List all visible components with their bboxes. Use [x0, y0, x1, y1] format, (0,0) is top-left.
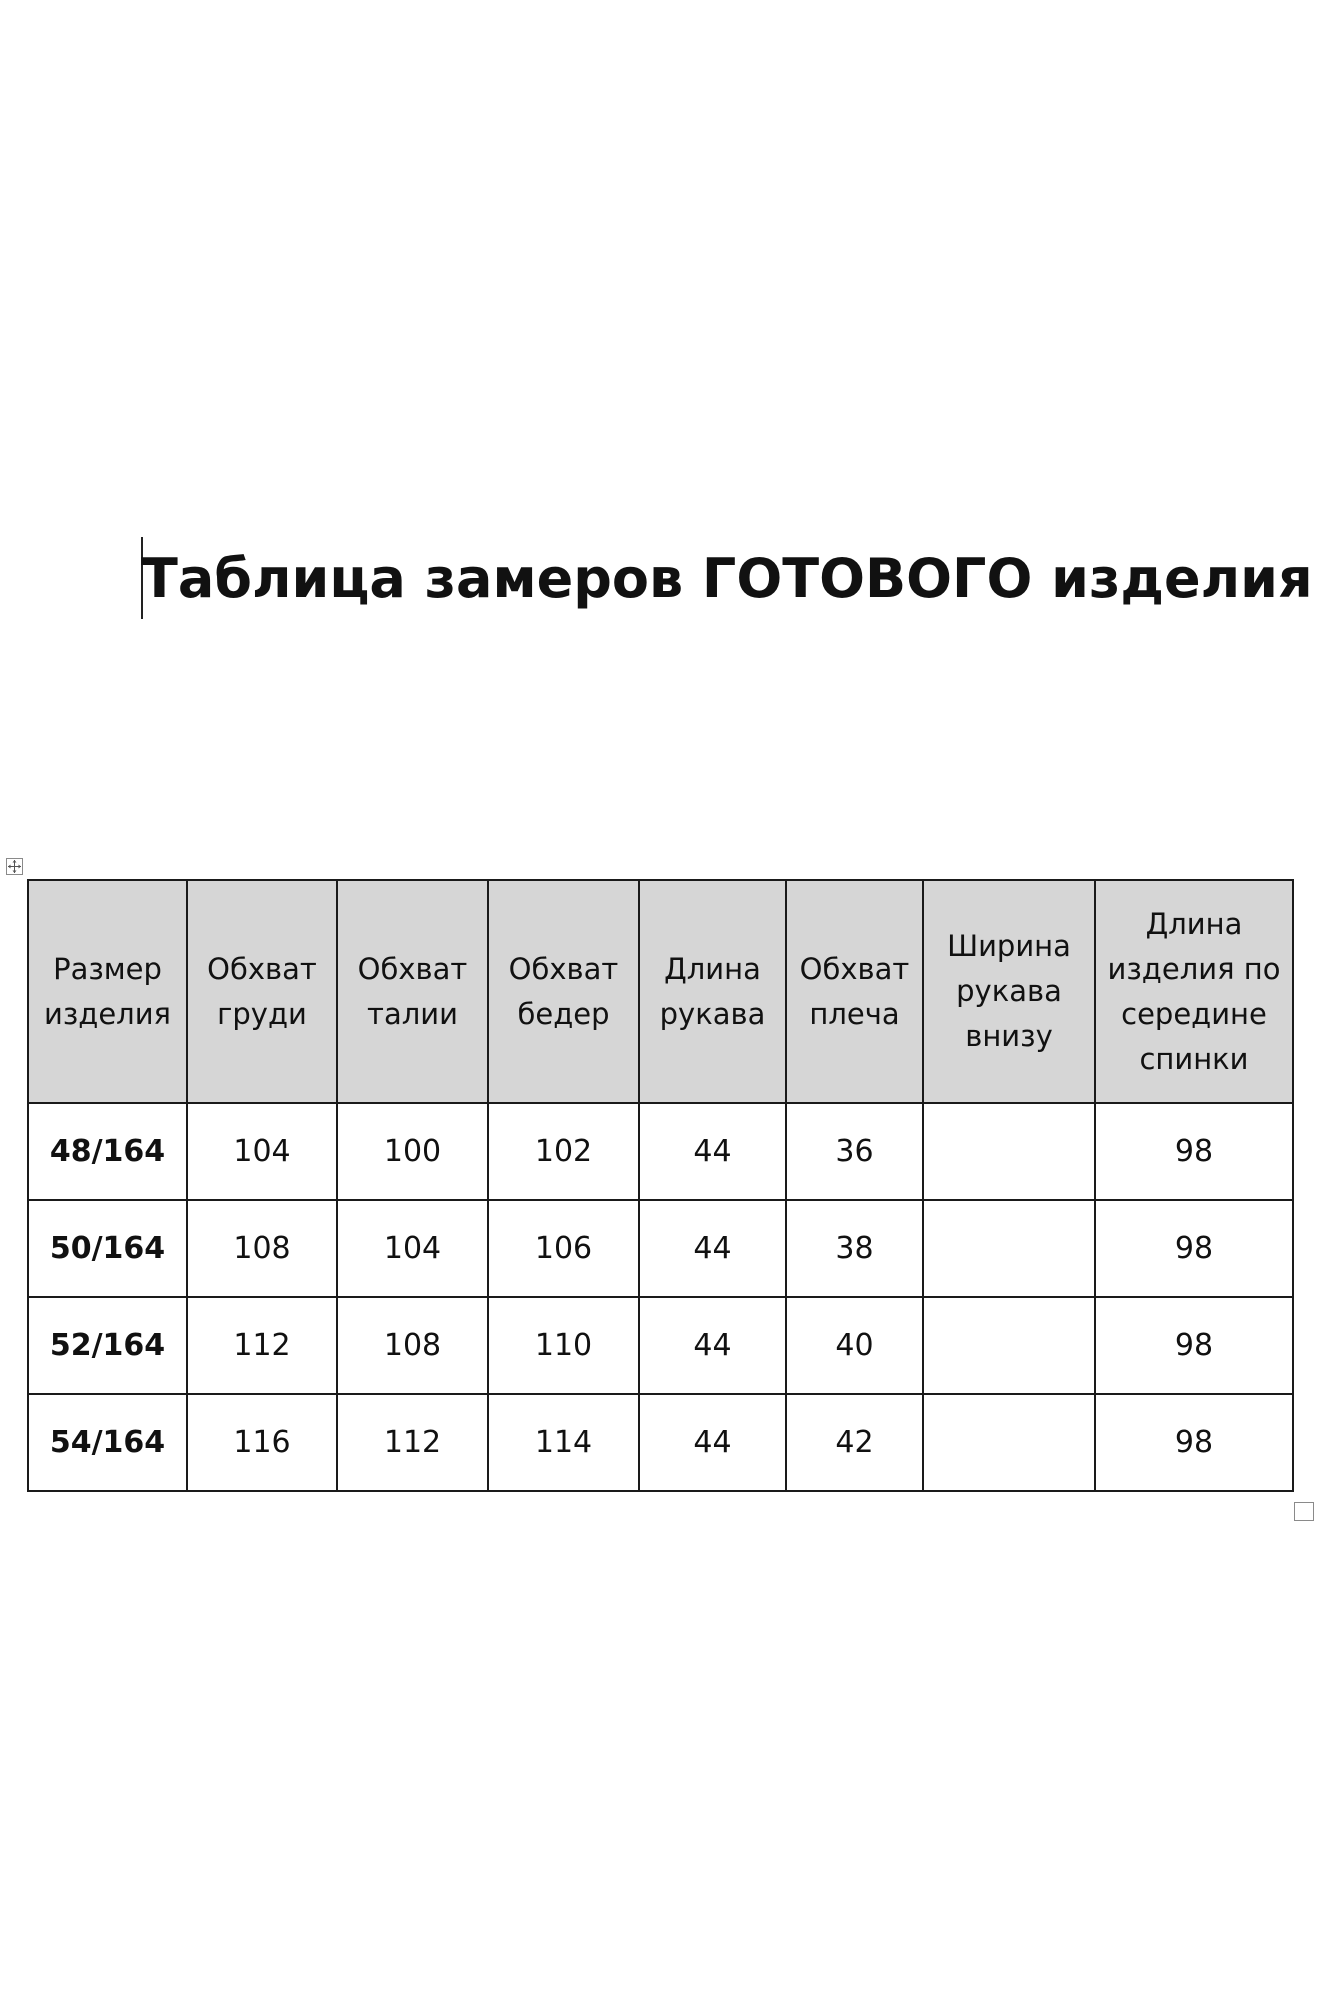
- header-waist: Обхват талии: [337, 880, 488, 1103]
- shoulder-cell: 40: [786, 1297, 923, 1394]
- sleeve-width-cell: [923, 1200, 1095, 1297]
- chest-cell: 112: [187, 1297, 337, 1394]
- hips-cell: 114: [488, 1394, 639, 1491]
- chest-cell: 108: [187, 1200, 337, 1297]
- back-length-cell: 98: [1095, 1297, 1293, 1394]
- hips-cell: 106: [488, 1200, 639, 1297]
- size-cell: 50/164: [28, 1200, 187, 1297]
- header-hips: Обхват бедер: [488, 880, 639, 1103]
- size-cell: 52/164: [28, 1297, 187, 1394]
- hips-cell: 110: [488, 1297, 639, 1394]
- table-row: [28, 1200, 1293, 1297]
- waist-cell: 108: [337, 1297, 488, 1394]
- back-length-cell: 98: [1095, 1200, 1293, 1297]
- header-chest: Обхват груди: [187, 880, 337, 1103]
- measurements-table: [27, 879, 1294, 1492]
- hips-cell: 102: [488, 1103, 639, 1200]
- move-arrows-icon[interactable]: [6, 858, 23, 875]
- waist-cell: 112: [337, 1394, 488, 1491]
- document-title: Таблица замеров ГОТОВОГО изделия: [141, 547, 1313, 610]
- size-cell: 48/164: [28, 1103, 187, 1200]
- table-row: [28, 1103, 1293, 1200]
- chest-cell: 116: [187, 1394, 337, 1491]
- shoulder-cell: 38: [786, 1200, 923, 1297]
- shoulder-cell: 42: [786, 1394, 923, 1491]
- table-row: [28, 1394, 1293, 1491]
- back-length-cell: 98: [1095, 1103, 1293, 1200]
- waist-cell: 100: [337, 1103, 488, 1200]
- sleeve-width-cell: [923, 1297, 1095, 1394]
- waist-cell: 104: [337, 1200, 488, 1297]
- header-sleeve-width: Ширина рукава внизу: [923, 880, 1095, 1103]
- table-row: [28, 1297, 1293, 1394]
- sleeve-width-cell: [923, 1394, 1095, 1491]
- sleeve-length-cell: 44: [639, 1394, 786, 1491]
- back-length-cell: 98: [1095, 1394, 1293, 1491]
- sleeve-length-cell: 44: [639, 1103, 786, 1200]
- table-header-row: [28, 880, 1293, 1103]
- sleeve-width-cell: [923, 1103, 1095, 1200]
- header-shoulder: Обхват плеча: [786, 880, 923, 1103]
- chest-cell: 104: [187, 1103, 337, 1200]
- header-back-length: Длина изделия по середине спинки: [1095, 880, 1293, 1103]
- header-size: Размер изделия: [28, 880, 187, 1103]
- shoulder-cell: 36: [786, 1103, 923, 1200]
- resize-corner-icon[interactable]: [1294, 1502, 1314, 1521]
- sleeve-length-cell: 44: [639, 1297, 786, 1394]
- sleeve-length-cell: 44: [639, 1200, 786, 1297]
- size-cell: 54/164: [28, 1394, 187, 1491]
- header-sleeve-length: Длина рукава: [639, 880, 786, 1103]
